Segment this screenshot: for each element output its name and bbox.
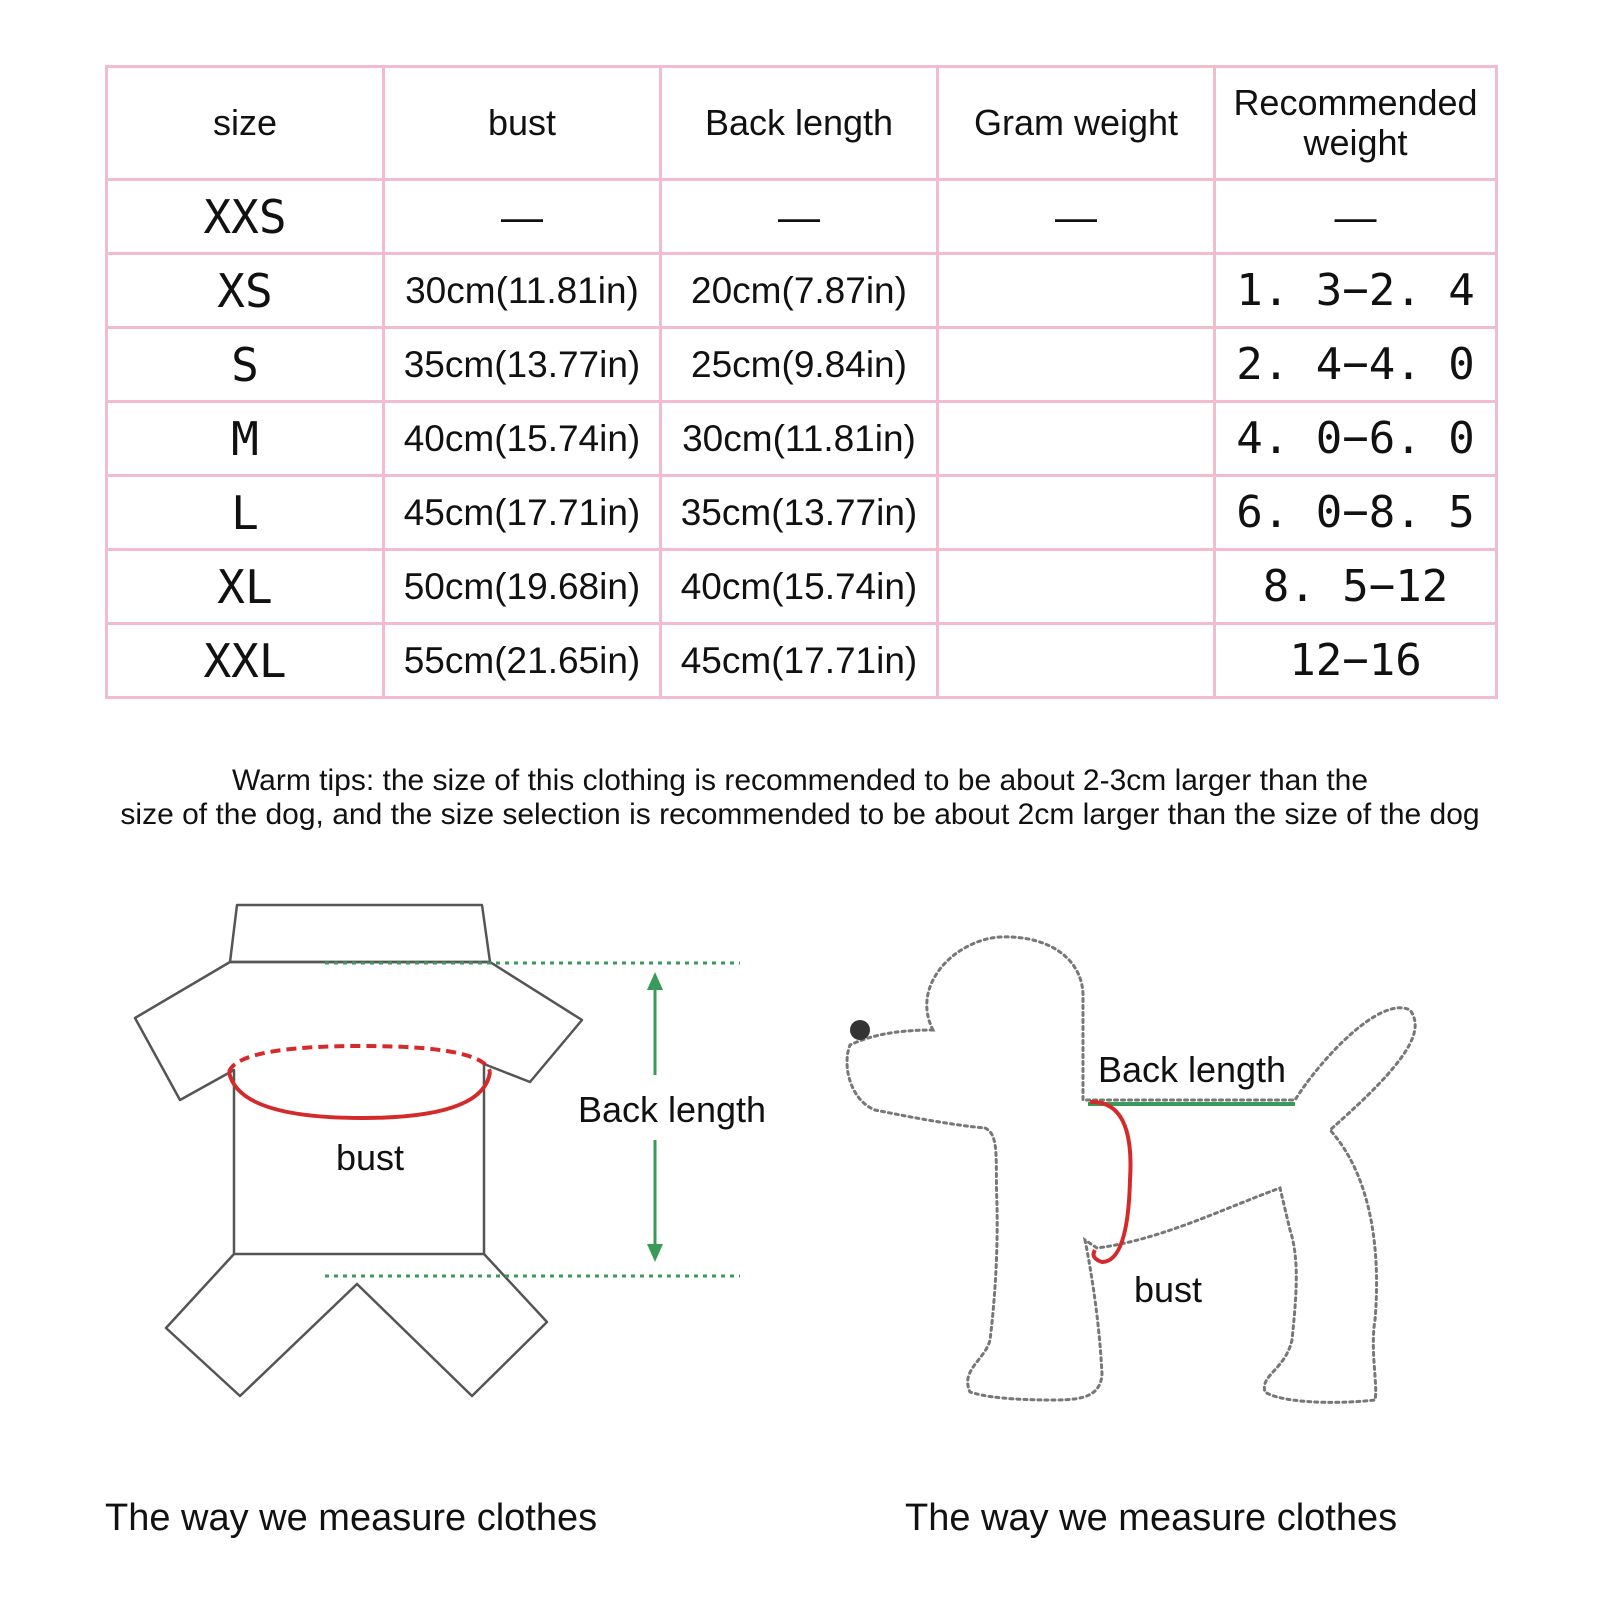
clothes-back-length-label: Back length — [577, 1089, 767, 1130]
gram-weight-cell — [938, 328, 1215, 402]
header-recommended-weight: Recommended weight — [1215, 67, 1497, 180]
header-back-length: Back length — [661, 67, 938, 180]
back-length-cell: 20cm(7.87in) — [661, 254, 938, 328]
warm-tips-line-1: Warm tips: the size of this clothing is recommended to be about 2-3cm larger than the — [231, 764, 1369, 797]
size-cell: M — [107, 402, 384, 476]
bust-cell: 30cm(11.81in) — [384, 254, 661, 328]
header-bust: bust — [384, 67, 661, 180]
table-row — [107, 180, 1497, 254]
recommended-weight-cell: — — [1215, 180, 1497, 254]
clothes-bust-front-line — [229, 1072, 490, 1118]
clothes-body-upper — [135, 962, 582, 1254]
header-size: size — [107, 67, 384, 180]
clothes-bust-back-line — [229, 1046, 490, 1072]
recommended-weight-cell: 8. 5−12 — [1215, 550, 1497, 624]
table-row — [107, 328, 1497, 402]
dog-back-length-label: Back length — [1097, 1049, 1287, 1090]
gram-weight-cell — [938, 476, 1215, 550]
table-header-row — [107, 67, 1497, 180]
measurement-diagrams — [0, 880, 1600, 1440]
clothes-bust-label: bust — [335, 1137, 405, 1178]
clothes-arrow-up-icon — [647, 972, 663, 990]
size-cell: XL — [107, 550, 384, 624]
clothes-caption: The way we measure clothes — [105, 1497, 598, 1539]
dog-nose-icon — [850, 1020, 870, 1040]
bust-cell: 50cm(19.68in) — [384, 550, 661, 624]
table-row — [107, 550, 1497, 624]
recommended-weight-cell: 4. 0−6. 0 — [1215, 402, 1497, 476]
back-length-cell: — — [661, 180, 938, 254]
warm-tips — [20, 764, 1580, 832]
back-length-cell: 30cm(11.81in) — [661, 402, 938, 476]
recommended-weight-cell: 1. 3−2. 4 — [1215, 254, 1497, 328]
gram-weight-cell — [938, 254, 1215, 328]
gram-weight-cell — [938, 550, 1215, 624]
back-length-cell: 35cm(13.77in) — [661, 476, 938, 550]
size-cell: XXL — [107, 624, 384, 698]
gram-weight-cell — [938, 402, 1215, 476]
header-gram-weight: Gram weight — [938, 67, 1215, 180]
clothes-arrow-down-icon — [647, 1244, 663, 1262]
size-cell: XXS — [107, 180, 384, 254]
clothes-collar — [230, 905, 490, 962]
bust-cell: 55cm(21.65in) — [384, 624, 661, 698]
recommended-weight-cell: 6. 0−8. 5 — [1215, 476, 1497, 550]
dog-bust-label: bust — [1133, 1269, 1203, 1310]
back-length-cell: 45cm(17.71in) — [661, 624, 938, 698]
bust-cell: 35cm(13.77in) — [384, 328, 661, 402]
table-row — [107, 624, 1497, 698]
bust-cell: 45cm(17.71in) — [384, 476, 661, 550]
size-cell: L — [107, 476, 384, 550]
recommended-weight-cell: 12−16 — [1215, 624, 1497, 698]
gram-weight-cell — [938, 624, 1215, 698]
size-cell: S — [107, 328, 384, 402]
bust-cell: 40cm(15.74in) — [384, 402, 661, 476]
table-row — [107, 476, 1497, 550]
bust-cell: — — [384, 180, 661, 254]
gram-weight-cell: — — [938, 180, 1215, 254]
back-length-cell: 40cm(15.74in) — [661, 550, 938, 624]
warm-tips-line-2: size of the dog, and the size selection is recommended to be about 2cm larger than the size of the dog — [120, 798, 1480, 831]
dog-bust-line — [1090, 1102, 1131, 1262]
recommended-weight-cell: 2. 4−4. 0 — [1215, 328, 1497, 402]
table-row — [107, 402, 1497, 476]
table-row — [107, 254, 1497, 328]
size-chart-table — [105, 65, 1498, 699]
size-cell: XS — [107, 254, 384, 328]
dog-caption: The way we measure clothes — [905, 1497, 1398, 1539]
back-length-cell: 25cm(9.84in) — [661, 328, 938, 402]
